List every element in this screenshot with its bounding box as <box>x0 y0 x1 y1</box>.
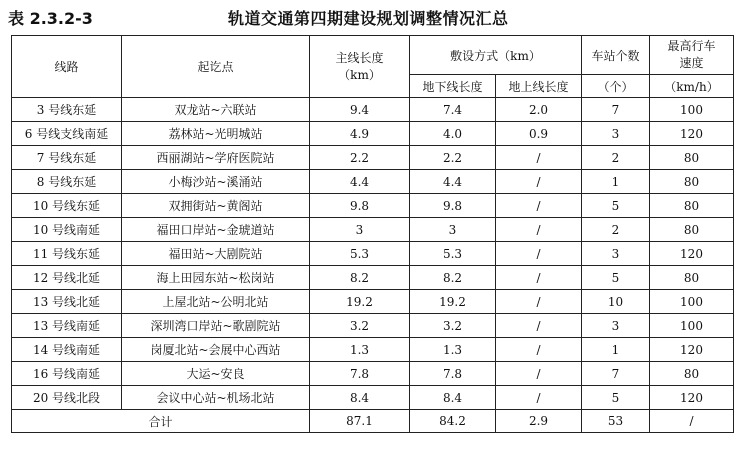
header-stations-unit: （个） <box>582 75 650 98</box>
cell-main-length: 7.8 <box>310 362 410 386</box>
cell-underground: 4.0 <box>410 122 496 146</box>
cell-range: 深圳湾口岸站~歌剧院站 <box>122 314 310 338</box>
header-row <box>12 36 734 75</box>
cell-stations: 1 <box>582 170 650 194</box>
cell-above-ground: / <box>496 266 582 290</box>
cell-speed: 100 <box>650 314 734 338</box>
cell-stations: 2 <box>582 218 650 242</box>
cell-speed: 120 <box>650 242 734 266</box>
cell-speed: 80 <box>650 218 734 242</box>
cell-underground: 9.8 <box>410 194 496 218</box>
header-stations: 车站个数 <box>582 36 650 75</box>
cell-line: 10 号线南延 <box>12 218 122 242</box>
cell-line: 6 号线支线南延 <box>12 122 122 146</box>
cell-speed: 100 <box>650 98 734 122</box>
cell-stations: 7 <box>582 98 650 122</box>
cell-main-length: 3 <box>310 218 410 242</box>
cell-main-length: 2.2 <box>310 146 410 170</box>
total-underground: 84.2 <box>410 410 496 433</box>
cell-above-ground: / <box>496 218 582 242</box>
table-row <box>12 242 734 266</box>
cell-range: 西丽湖站~学府医院站 <box>122 146 310 170</box>
cell-above-ground: / <box>496 290 582 314</box>
cell-range: 会议中心站~机场北站 <box>122 386 310 410</box>
header-main-length-unit: （km） <box>338 67 381 82</box>
cell-speed: 100 <box>650 290 734 314</box>
header-main-length <box>310 36 410 98</box>
cell-line: 14 号线南延 <box>12 338 122 362</box>
cell-main-length: 3.2 <box>310 314 410 338</box>
total-main-length: 87.1 <box>310 410 410 433</box>
cell-line: 8 号线东延 <box>12 170 122 194</box>
table-row <box>12 386 734 410</box>
cell-speed: 80 <box>650 362 734 386</box>
table-row <box>12 98 734 122</box>
cell-line: 20 号线北段 <box>12 386 122 410</box>
cell-above-ground: / <box>496 338 582 362</box>
cell-underground: 8.4 <box>410 386 496 410</box>
cell-stations: 3 <box>582 242 650 266</box>
total-above-ground: 2.9 <box>496 410 582 433</box>
cell-speed: 120 <box>650 386 734 410</box>
cell-stations: 3 <box>582 314 650 338</box>
cell-main-length: 4.9 <box>310 122 410 146</box>
cell-stations: 10 <box>582 290 650 314</box>
cell-range: 小梅沙站~溪涌站 <box>122 170 310 194</box>
cell-range: 荔林站~光明城站 <box>122 122 310 146</box>
cell-stations: 2 <box>582 146 650 170</box>
cell-stations: 1 <box>582 338 650 362</box>
cell-underground: 5.3 <box>410 242 496 266</box>
cell-range: 海上田园东站~松岗站 <box>122 266 310 290</box>
cell-line: 11 号线东延 <box>12 242 122 266</box>
header-speed-unit: （km/h） <box>650 75 734 98</box>
total-row <box>12 410 734 433</box>
cell-above-ground: 2.0 <box>496 98 582 122</box>
cell-speed: 120 <box>650 338 734 362</box>
table-row <box>12 290 734 314</box>
cell-line: 10 号线东延 <box>12 194 122 218</box>
cell-above-ground: / <box>496 242 582 266</box>
cell-line: 13 号线南延 <box>12 314 122 338</box>
cell-above-ground: / <box>496 194 582 218</box>
header-speed-label-1: 最高行车 <box>667 39 716 53</box>
cell-underground: 1.3 <box>410 338 496 362</box>
table-row <box>12 362 734 386</box>
cell-stations: 3 <box>582 122 650 146</box>
cell-stations: 5 <box>582 194 650 218</box>
header-above-ground: 地上线长度 <box>496 75 582 98</box>
table-title: 轨道交通第四期建设规划调整情况汇总 <box>228 9 509 28</box>
total-speed: / <box>650 410 734 433</box>
cell-stations: 5 <box>582 386 650 410</box>
cell-range: 岗厦北站~会展中心西站 <box>122 338 310 362</box>
table-body <box>12 98 734 433</box>
cell-line: 16 号线南延 <box>12 362 122 386</box>
cell-line: 13 号线北延 <box>12 290 122 314</box>
cell-above-ground: / <box>496 170 582 194</box>
cell-main-length: 4.4 <box>310 170 410 194</box>
cell-underground: 3 <box>410 218 496 242</box>
cell-speed: 80 <box>650 170 734 194</box>
cell-underground: 7.8 <box>410 362 496 386</box>
cell-above-ground: 0.9 <box>496 122 582 146</box>
cell-above-ground: / <box>496 314 582 338</box>
table-row <box>12 338 734 362</box>
cell-underground: 2.2 <box>410 146 496 170</box>
cell-speed: 120 <box>650 122 734 146</box>
cell-underground: 8.2 <box>410 266 496 290</box>
header-speed <box>650 36 734 75</box>
cell-stations: 5 <box>582 266 650 290</box>
cell-line: 12 号线北延 <box>12 266 122 290</box>
cell-speed: 80 <box>650 194 734 218</box>
cell-underground: 7.4 <box>410 98 496 122</box>
cell-underground: 4.4 <box>410 170 496 194</box>
cell-main-length: 9.8 <box>310 194 410 218</box>
cell-main-length: 9.4 <box>310 98 410 122</box>
table-number: 表 2.3.2-3 <box>8 9 93 28</box>
header-line: 线路 <box>12 36 122 98</box>
planning-summary-table <box>11 35 734 433</box>
header-main-length-label: 主线长度 <box>335 50 384 65</box>
cell-main-length: 5.3 <box>310 242 410 266</box>
cell-range: 大运~安良 <box>122 362 310 386</box>
total-stations: 53 <box>582 410 650 433</box>
header-underground: 地下线长度 <box>410 75 496 98</box>
header-range: 起讫点 <box>122 36 310 98</box>
table-row <box>12 122 734 146</box>
table-row <box>12 314 734 338</box>
table-row <box>12 146 734 170</box>
total-label: 合计 <box>12 410 310 433</box>
header-laying-method: 敷设方式（km） <box>410 36 582 75</box>
table-row <box>12 266 734 290</box>
cell-range: 双拥街站~黄阁站 <box>122 194 310 218</box>
cell-range: 双龙站~六联站 <box>122 98 310 122</box>
cell-main-length: 8.4 <box>310 386 410 410</box>
cell-main-length: 1.3 <box>310 338 410 362</box>
table-row <box>12 218 734 242</box>
cell-line: 7 号线东延 <box>12 146 122 170</box>
cell-range: 上屋北站~公明北站 <box>122 290 310 314</box>
cell-main-length: 8.2 <box>310 266 410 290</box>
cell-line: 3 号线东延 <box>12 98 122 122</box>
cell-above-ground: / <box>496 386 582 410</box>
cell-speed: 80 <box>650 146 734 170</box>
cell-stations: 7 <box>582 362 650 386</box>
cell-range: 福田口岸站~金琥道站 <box>122 218 310 242</box>
table-row <box>12 170 734 194</box>
cell-underground: 19.2 <box>410 290 496 314</box>
cell-above-ground: / <box>496 146 582 170</box>
cell-above-ground: / <box>496 362 582 386</box>
header-speed-label-2: 速度 <box>679 56 704 70</box>
table-row <box>12 194 734 218</box>
cell-speed: 80 <box>650 266 734 290</box>
cell-underground: 3.2 <box>410 314 496 338</box>
cell-main-length: 19.2 <box>310 290 410 314</box>
cell-range: 福田站~大剧院站 <box>122 242 310 266</box>
